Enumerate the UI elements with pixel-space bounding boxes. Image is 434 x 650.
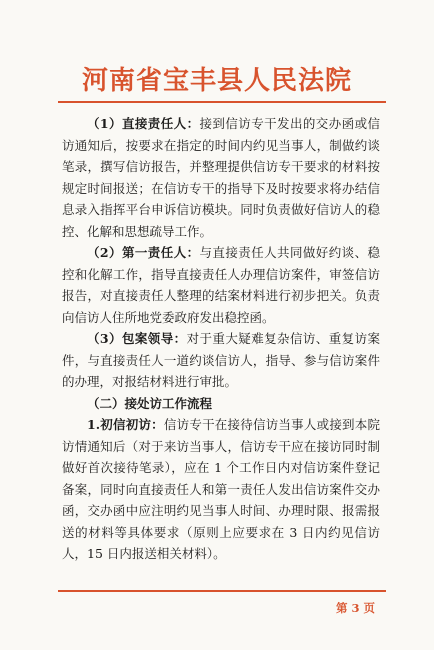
paragraph-direct-responsible [62,113,380,242]
section-heading: （二）接处访工作流程 [87,395,213,411]
paragraph-title: （3）包案领导： [87,331,187,346]
paragraph-title: （1）直接责任人： [87,116,200,131]
paragraph-first-responsible [62,242,380,328]
paragraph-title: 1.初信初访： [87,417,164,432]
paragraph-text: 对于重大疑难复杂信访、重复访案件，与直接责任人一道约谈信访人，指导、参与信访案件的办理，对报结材料进行审批。 [62,331,380,389]
paragraph-case-leader [62,328,380,393]
header-divider [58,101,386,103]
section-heading-workflow [62,393,380,415]
paragraph-initial-petition [62,414,380,565]
paragraph-title: （2）第一责任人： [87,245,200,260]
court-name-header: 河南省宝丰县人民法院 [81,66,352,96]
paragraph-text: 信访专干在接待信访当事人或接到本院访情通知后（对于来访当事人，信访专干应在接访同时制做好首次接待笔录），应在 1 个工作日内对信访案件登记备案，同时向直接责任人和第一责任人发出信访案件交办函，交办函中应注明约见当事人时间、办理时限、报需报送的材料等具体要求（原则上应要求在 3 日内约见信访人，15 日内报送相关材料）。 [62,417,380,561]
document-body [62,113,380,565]
paragraph-text: 接到信访专干发出的交办函或信访通知后，按要求在指定的时间内约见当事人，制做约谈笔录，撰写信访报告，并整理提供信访专干要求的材料按规定时间报送；在信访专干的指导下及时按要求将办结信息录入指挥平台申诉信访模块。同时负责做好信访人的稳控、化解和思想疏导工作。 [62,116,380,239]
paragraph-text: 与直接责任人共同做好约谈、稳控和化解工作，指导直接责任人办理信访案件，审签信访报告，对直接责任人整理的结案材料进行初步把关。负责向信访人住所地党委政府发出稳控函。 [62,245,380,325]
page-number: 第 3 页 [336,601,376,615]
footer-divider [58,590,386,592]
